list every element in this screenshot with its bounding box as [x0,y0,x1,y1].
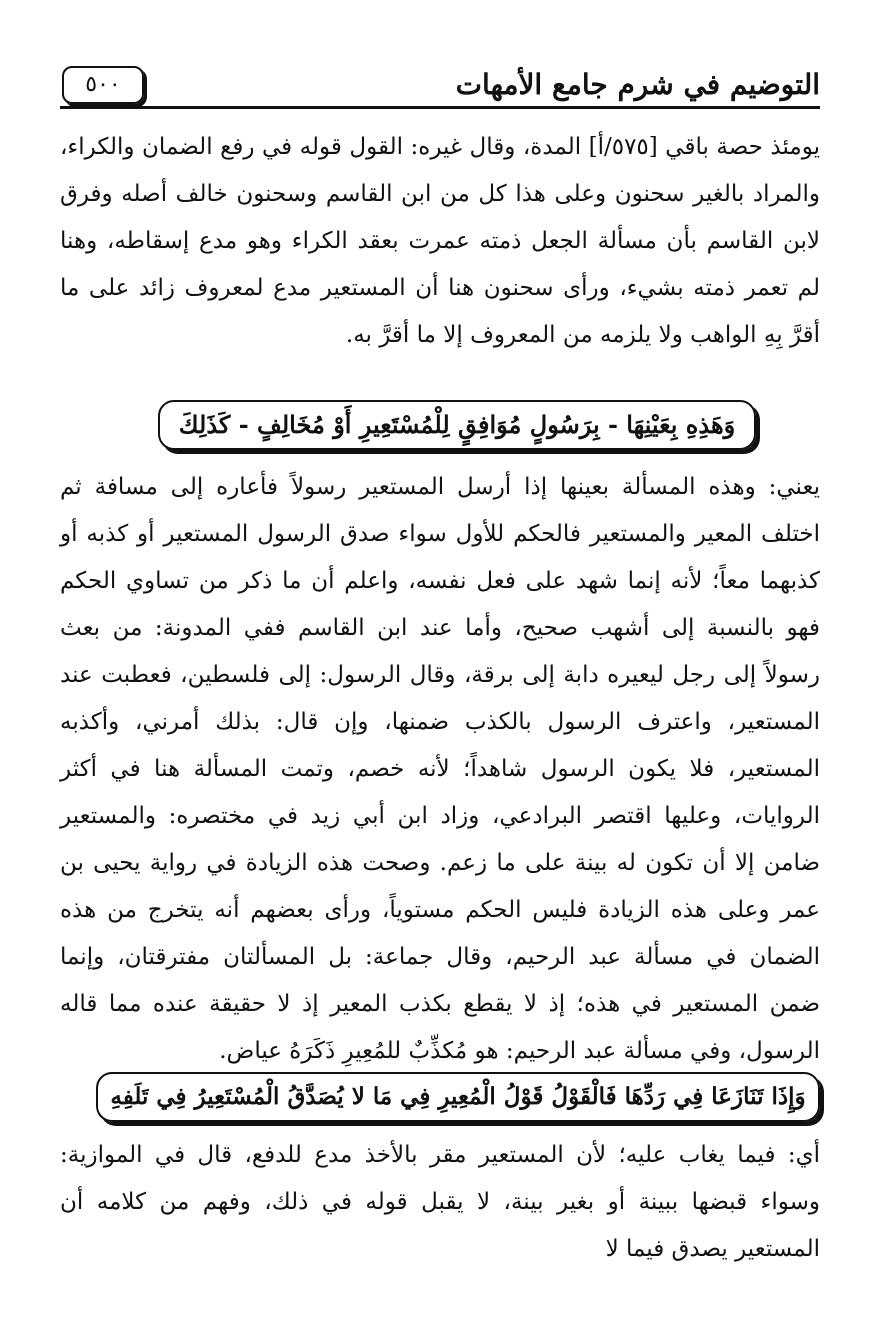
matn-text: وَهَذِهِ بِعَيْنِهَا - بِرَسُولٍ مُوَافِقٍ لِلْمُسْتَعِيرِ أَوْ مُخَالِفٍ - كَذَلِكَ [178,410,736,439]
matn-box-2 [96,1072,820,1122]
page-header [60,62,820,110]
page-number: ٥٠٠ [62,66,144,104]
matn-text: وَإِذَا تَنَازَعَا فِي رَدِّهَا فَالْقَوْلُ قَوْلُ الْمُعِيرِ فِي مَا لا يُصَدَّقُ الْمُسْتَعِيرُ فِي تَلَفِهِ [110,1083,806,1110]
matn-box-1 [158,400,756,450]
commentary-paragraph: أي: فيما يغاب عليه؛ لأن المستعير مقر بالأخذ مدع للدفع، قال في الموازية: وسواء قبضها ببينة أو بغير بينة، لا يقبل قوله في ذلك، وفهم من كلامه أن المستعير يصدق فيما لا [60,1142,820,1262]
book-title: التوضيم في شرم جامع الأمهات [455,68,820,101]
header-divider [60,106,820,109]
commentary-paragraph: يعني: وهذه المسألة بعينها إذا أرسل المستعير رسولاً فأعاره إلى مسافة ثم اختلف المعير والمستعير فالحكم للأول سواء صدق الرسول المستعير أو كذبه أو كذبهما معاً؛ لأنه إنما شهد على فعل نفسه، واعلم أن ما ذكر من تساوي الحكم فهو بالنسبة إلى أشهب صحيح، وأما عند ابن القاسم ففي المدونة: من بعث رسولاً إلى رجل ليعيره دابة إلى برقة، وقال الرسول: إلى فلسطين، فعطبت عند المستعير، واعترف الرسول بالكذب ضمنها، وإن قال: بذلك أمرني، وأكذبه المستعير، فلا يكون الرسول شاهداً؛ لأنه خصم، وتمت المسألة هنا في أكثر الروايات، وعليها اقتصر البرادعي، وزاد ابن أبي زيد في مختصره: والمستعير ضامن إلا أن تكون له بينة على ما زعم. وصحت هذه الزيادة في رواية يحيى بن عمر وعلى هذه الزيادة فليس الحكم مستوياً، ورأى بعضهم أنه يتخرج من هذه الضمان في مسألة عبد الرحيم، وقال جماعة: بل المسألتان مفترقتان، وإنما ضمن المستعير في هذه؛ إذ لا يقطع بكذب المعير إذ لا حقيقة عنده مما قاله الرسول، وفي مسألة عبد الرحيم: هو مُكذِّبٌ للمُعِيرِ ذَكَرَهُ عياض. [60,474,820,1064]
commentary-paragraph: يومئذ حصة باقي [٥٧٥/أ] المدة، وقال غيره: القول قوله في رفع الضمان والكراء، والمراد بالغير سحنون وعلى هذا كل من ابن القاسم وسحنون خالف أصله وفرق لابن القاسم بأن مسألة الجعل ذمته عمرت بعقد الكراء وهو مدع إسقاطه، وهنا لم تعمر ذمته بشيء، ورأى سحنون هنا أن المستعير مدع لمعروف زائد على ما أقرَّ بِهِ الواهب ولا يلزمه من المعروف إلا ما أقرَّ به. [60,134,820,348]
commentary-block-1 [60,124,820,359]
commentary-block-3 [60,1132,820,1273]
commentary-block-2 [60,464,820,1075]
